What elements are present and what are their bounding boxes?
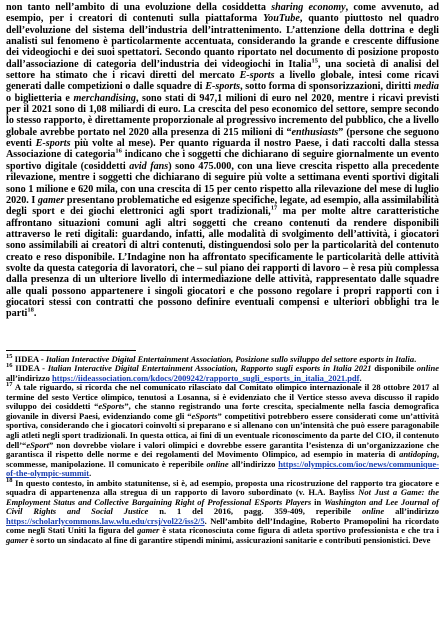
text-run: ” (persone che seguono eventi <box>6 126 440 150</box>
italic-text: online <box>206 458 229 469</box>
italic-text: gamer <box>137 525 160 536</box>
italic-text: eSport <box>26 439 49 450</box>
text-run: , una società di analisi del settore ha stimato che i ricavi diretti del mercato <box>6 58 439 82</box>
text-run: all’indirizzo <box>228 458 279 469</box>
italic-text: online <box>416 363 439 374</box>
italic-text: sharing economy <box>271 2 346 13</box>
italic-text: eSports <box>191 410 218 421</box>
italic-text: Italian Interactive Digital Entertainment Association, Posizione sullo sviluppo del settore esports in Italia <box>45 353 415 364</box>
text-run: all’indirizzo <box>6 372 53 383</box>
text-run: , sotto forma di sponsorizzazioni, diritti <box>240 81 414 93</box>
text-run: ” non dovrebbe violare i valori olimpici e dovrebbe essere garantita l’esistenza di un’organizzazione che garantisca il rispetto delle norme e dei regolamenti del Movimento Olimpico, ad esempio in materia di <box>6 439 439 460</box>
text-run: ” competitivi potrebbero essere considerati come un’attività sportiva, considerando che i giocatori coinvolti si preparano e si allenano con un’intensità che può essere paragonabile agli atleti negli sport tradizionali. In questa ottica, ai fini di un eventuale riconoscimento da parte del CIO, il contenuto dell’“ <box>6 410 439 450</box>
footnote-ref: 18 <box>6 476 13 484</box>
text-run: ”, che stanno registrando una forte crescita, specialmente nella fascia demografica giovanile in diversi Paesi, evidenziando come gli “ <box>6 401 439 421</box>
text-run: , sono stati di 947,1 milioni di euro nel 2020, mentre i ricavi previsti per il 2021 sono di 1,08 miliardi di euro. La crescita del peso economico del settore, sempre secondo lo stesso rapporto, è direttamente proporzionale al progressivo incremento del pubblico, che a livello globale avrebbe portato nel 2020 alla presenza di 215 milioni di “ <box>6 92 440 138</box>
footnote-link[interactable]: https://iideassociation.com/kdocs/2009242/rapporto_sugli_esports_in_italia_2021.pdf <box>52 372 360 383</box>
text-run: all’indirizzo <box>384 506 439 517</box>
text-run: più volte al mese). Per quanto riguarda il nostro Paese, i dati raccolti dalla stessa Associazione di categoria <box>6 138 439 161</box>
text-run: disponibile <box>371 363 417 374</box>
text-run: . <box>89 468 92 479</box>
italic-text: media <box>413 81 439 93</box>
text-run: presentano problematiche ed esigenze specifiche, legate, ad esempio, alla assimilabilità degli sport e dei giochi elettronici agli sport tradizionali, <box>6 194 439 218</box>
footnotes-section <box>6 352 440 546</box>
text-run: è sorto un sindacato al fine di garantire stipendi minimi, assicurazioni sanitarie e contributi pensionistici. Deve <box>28 535 431 546</box>
text-run: . Nell’ambito dell’Indagine, Roberto Pramopolini ha ricordato come negli Stati Uniti la figura del <box>6 515 439 536</box>
main-paragraph <box>6 2 439 320</box>
footnote-18 <box>6 476 440 546</box>
footnote-16 <box>6 364 439 383</box>
footnote-ref: 15 <box>311 57 319 65</box>
text-run: indicano che i soggetti che dichiarano di seguire giornalmente un evento sportivo digitale (cosiddetti <box>6 149 440 172</box>
footnote-ref: 18 <box>27 306 34 314</box>
text-run: è stata riconosciuta come figura di atleta sportivo professionista e che tra i <box>159 525 440 536</box>
italic-text: eSports <box>98 401 125 412</box>
italic-text: gamer <box>37 194 65 206</box>
italic-text: gamer <box>6 535 29 546</box>
text-run: ma per molte altre caratteristiche affrontano situazioni comuni agli altri soggetti che creano contenuti da rendere disponibili attraverso le reti digitali: guardando, infatti, alle modalità di svolgimento dell’attività, i giocatori sono assimilabili ai creatori di altri contenuti, distinguendosi solo per la particolarità del contenuto creato e reso disponibile. L’Indagine non ha affrontato specificamente le particolarità delle attività svolte da questa categoria di lavoratori, che – sul piano dei rapporti di lavoro – è resa più complessa dalla presenza di un ulteriore livello di intermediazione delle attività, rappresentato dalle squadre alle quali possono appartenere i singoli giocatori e che possono regolare i propri rapporti con i giocatori stessi con contratti che possono definire eventuali compensi e ulteriori obblighi tra le parti <box>6 206 439 320</box>
footnote-ref: 17 <box>270 204 278 212</box>
italic-text: Not Just a Game: the Employment Status and Collective Bargaining Right of Professional ESports Players <box>6 487 439 507</box>
text-run: o biglietteria e <box>6 92 74 104</box>
italic-text: YouTube <box>263 13 300 25</box>
text-run: in <box>311 496 325 507</box>
footnote-ref: 16 <box>6 362 13 370</box>
text-run: A tale riguardo, si ricorda che nel comunicato rilasciato dal Comitato olimpico internazionale il 28 ottobre 2017 al termine del sesto Vertice olimpico, tenutosi a Losanna, si è evidenziato che il Vertice stesso aveva discusso il rapido sviluppo dei cosiddetti “ <box>6 382 439 412</box>
text-run: n. 1 del 2016, pagg. 359-409, reperibile <box>148 506 362 517</box>
italic-text: online <box>361 506 385 517</box>
text-run: ) sono 475.000, con una lieve crescita rispetto alla precedente rilevazione, mentre i soggetti che dichiarano di seguire più volte a settimana eventi sportivi digitali sono 1 milione e 620 mila, con una crescita di 15 per cento rispetto alla rilevazione del mese di luglio 2020. I <box>6 160 439 206</box>
footnote-17 <box>6 383 439 478</box>
footnote-ref: 15 <box>6 352 13 360</box>
text-run: . <box>359 372 362 383</box>
text-run: non tanto nell’ambito di una evoluzione della cosiddetta <box>6 2 272 13</box>
italic-text: Italian Interactive Digital Entertainment Association, Rapporto sugli esports in Italia 2021 <box>47 363 372 374</box>
italic-text: E-sports <box>239 70 275 82</box>
text-run: , come avvenuto, ad esempio, per i creatori di contenuti sulla piattaforma <box>6 2 439 25</box>
italic-text: enthusiasts <box>291 126 339 138</box>
footnote-ref: 16 <box>115 148 122 156</box>
text-run: a livello globale, intesi come ricavi generati dalle competizioni o dalle squadre di <box>6 70 439 93</box>
footnote-separator <box>6 350 136 351</box>
text-run: IIDEA - <box>12 363 48 374</box>
italic-text: Washington and Lee Journal of Civil Rights and Social Justice <box>6 496 440 517</box>
italic-text: avid fans <box>129 160 169 172</box>
italic-text: merchandising <box>73 92 136 104</box>
text-run: . <box>414 353 417 364</box>
footnote-ref: 17 <box>6 381 13 389</box>
italic-text: E-sports <box>205 81 241 93</box>
text-run: , scommesse, manipolazione. Il comunicato è reperibile <box>6 449 439 469</box>
footnote-link[interactable]: https://olympics.com/ioc/news/communique-of-the-olympic-summit <box>6 458 439 479</box>
text-run: , quanto piuttosto nel quadro dell’evoluzione del sistema dell’industria dell’intrattenimento. L’attenzione della dottrina e degli analisti sul fenomeno è particolarmente accentuata, considerando la grande e crescente diffusione dei videogiochi e dei suoi spettatori. Secondo quanto riportato nel documento di posizione proposto dall’associazione di categoria dell’industria dei videogiochi in Italia <box>6 13 439 70</box>
italic-text: antidoping <box>399 449 437 460</box>
text-run: . <box>33 308 37 320</box>
text-run: In questo contesto, in ambito statunitense, si è, ad esempio, proposta una ricostruzione del rapporto tra giocatore e squadra di appartenenza alla stregua di un rapporto di lavoro subordinato (v. H.A. Bayliss <box>6 477 439 498</box>
italic-text: E-sports <box>35 138 71 150</box>
text-run: IIDEA - <box>12 353 46 364</box>
footnote-link[interactable]: https://scholarlycommons.law.wlu.edu/crsj/vol22/iss2/5 <box>6 515 205 526</box>
